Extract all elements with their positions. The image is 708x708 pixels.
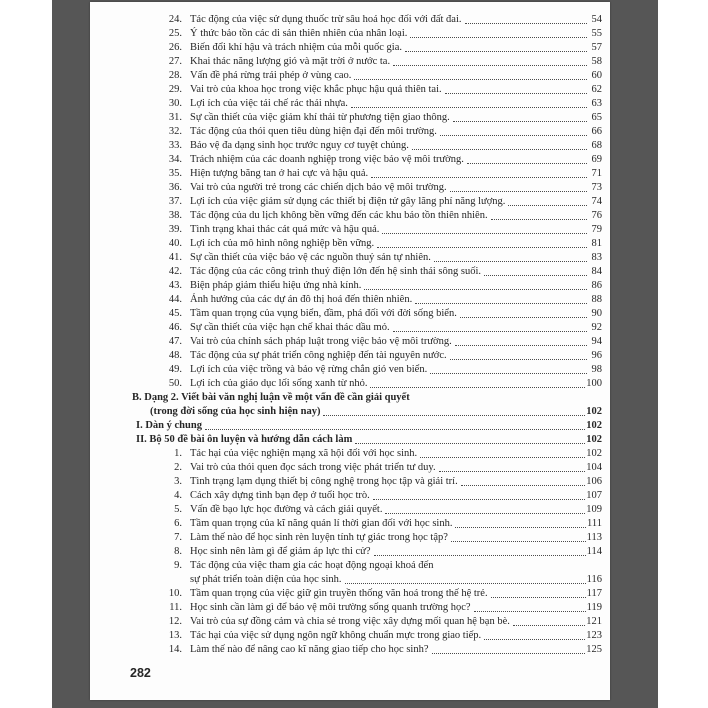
toc-item-number: 7. [174,532,182,543]
dot-leader [373,499,585,500]
toc-row-continuation [90,572,602,586]
toc-row [90,334,602,348]
toc-item-title: Bảo vệ đa dạng sinh học trước nguy cơ tuyệt chủng. [190,140,409,151]
dot-leader [455,345,587,346]
toc-item-title: Ảnh hưởng của các dự án đô thị hoá đến thiên nhiên. [190,294,413,305]
toc-row [90,138,602,152]
dot-leader [345,583,586,584]
toc-item-number: 13. [168,630,182,641]
dot-leader [405,51,587,52]
dot-leader [450,359,587,360]
dot-leader [453,121,587,122]
toc-row [90,446,602,460]
dot-leader [451,541,586,542]
toc-item-title: Làm thế nào để nâng cao kĩ năng giao tiếp cho học sinh? [190,644,429,655]
dot-leader [430,373,587,374]
dot-leader [461,485,586,486]
dot-leader [382,233,587,234]
toc-item-title-line2: sự phát triển toàn diện của học sinh. [190,574,342,585]
dot-leader [467,163,587,164]
dot-leader [354,79,587,80]
dot-leader [439,471,586,472]
toc-row [90,208,602,222]
toc-page-number: 102 [586,406,602,417]
toc-item-number: 26. [168,42,182,53]
toc-item-title: Khai thác năng lượng gió và mặt trời ở nước ta. [190,56,391,67]
toc-item-title: Biến đổi khí hậu và trách nhiệm của mỗi quốc gia. [190,42,402,53]
toc-page-number: 100 [586,378,602,389]
toc-item-title: Tác động của việc tham gia các hoạt động ngoại khoá đến [190,560,434,571]
dot-leader [355,443,585,444]
toc-row-part-b-heading-cont [90,404,602,418]
toc-item-title: Làm thế nào để học sinh rèn luyện tính tự giác trong học tập? [190,532,448,543]
dot-leader [432,653,586,654]
toc-page-number: 86 [591,280,602,291]
dot-leader [434,261,587,262]
toc-row [90,152,602,166]
toc-item-number: 11. [169,602,182,613]
toc-item-title: Tình trạng khai thác cát quá mức và hậu quả. [190,224,380,235]
toc-item-title: Sự cần thiết của việc giảm khí thải từ phương tiện giao thông. [190,112,450,123]
toc-row [90,82,602,96]
dot-leader [445,93,587,94]
dot-leader [513,625,585,626]
toc-row [90,110,602,124]
toc-item-title: Lợi ích của việc giảm sử dụng các thiết bị điện tử gây lãng phí năng lượng. [190,196,506,207]
toc-item-number: 8. [174,546,182,557]
toc-item-number: 25. [168,28,182,39]
dot-leader [420,457,585,458]
toc-item-number: 49. [168,364,182,375]
toc-item-number: 2. [174,462,182,473]
toc-item-title: Ý thức bảo tồn các di sản thiên nhiên của nhân loại. [190,28,408,39]
toc-item-number: 50. [168,378,182,389]
toc-item-number: 43. [168,280,182,291]
toc-row [90,488,602,502]
toc-page-number: 121 [586,616,602,627]
toc-page-number: 63 [591,98,602,109]
toc-item-number: 27. [168,56,182,67]
toc-item-title: Hiện tượng băng tan ở hai cực và hậu quả. [190,168,369,179]
toc-row [90,194,602,208]
part-b-heading-line2: (trong đời sống của học sinh hiện nay) [150,406,321,417]
toc-item-number: 29. [168,84,182,95]
part-b-heading-line1: B. Dạng 2. Viết bài văn nghị luận về một vấn đề cần giải quyết [132,392,410,403]
toc-item-title: Tác động của sự phát triển công nghiệp đến tài nguyên nước. [190,350,447,361]
dot-leader [484,275,587,276]
toc-item-number: 48. [168,350,182,361]
dot-leader [371,177,587,178]
toc-item-number: 1. [174,448,182,459]
toc-item-title: Vai trò của thói quen đọc sách trong việc phát triển tư duy. [190,462,436,473]
toc-page-number: 123 [586,630,602,641]
toc-page-number: 111 [587,518,602,529]
book-page [90,2,610,700]
toc-row [90,516,602,530]
toc-row [90,460,602,474]
dot-leader [491,219,587,220]
toc-item-title: Tác động của du lịch không bền vững đến các khu bảo tồn thiên nhiên. [190,210,488,221]
toc-page-number: 57 [591,42,602,53]
dot-leader [385,513,585,514]
toc-row [90,264,602,278]
toc-page-number: 113 [586,532,602,543]
dot-leader [323,415,585,416]
toc-item-number: 31. [168,112,182,123]
toc-item-number: 33. [168,140,182,151]
toc-item-number: 9. [174,560,182,571]
toc-item-number: 40. [168,238,182,249]
toc-item-title: Tác hại của việc nghiện mạng xã hội đối với học sinh. [190,448,418,459]
toc-item-title: Vai trò của khoa học trong việc khắc phục hậu quả thiên tai. [190,84,442,95]
toc-item-number: 12. [168,616,182,627]
toc-row [90,180,602,194]
dot-leader [393,65,587,66]
toc-item-number: 38. [168,210,182,221]
toc-row-part-b-heading [90,390,602,404]
toc-row [90,628,602,642]
toc-row [90,600,602,614]
dot-leader [393,331,587,332]
toc-item-title: Tầm quan trọng của kĩ năng quản lí thời gian đối với học sinh. [190,518,453,529]
toc-page-number: 119 [586,602,602,613]
toc-page-number: 125 [586,644,602,655]
toc-item-title: Học sinh cần làm gì để bảo vệ môi trường sống quanh trường học? [190,602,471,613]
toc-page-number: 98 [591,364,602,375]
dot-leader [484,639,585,640]
toc-page-number: 109 [586,504,602,515]
toc-row [90,124,602,138]
dot-leader [370,387,585,388]
toc-item-title: Vai trò của chính sách pháp luật trong việc bảo vệ môi trường. [190,336,452,347]
toc-item-number: 24. [168,14,182,25]
toc-row-section-ii [90,432,602,446]
dot-leader [364,289,587,290]
dot-leader [450,191,587,192]
dot-leader [351,107,587,108]
dot-leader [508,205,587,206]
dot-leader [465,23,588,24]
toc-page-number: 73 [591,182,602,193]
toc-page-number: 102 [586,434,602,445]
toc-page-number: 79 [591,224,602,235]
dot-leader [440,135,587,136]
toc-page-number: 102 [586,448,602,459]
toc-page-number: 90 [591,308,602,319]
toc-item-title: Lợi ích của giáo dục lối sống xanh từ nhỏ. [190,378,368,389]
toc-item-title: Vai trò của người trẻ trong các chiến dịch bảo vệ môi trường. [190,182,447,193]
toc-page-number: 104 [586,462,602,473]
toc-page-number: 71 [591,168,602,179]
dot-leader [415,303,587,304]
book-photo-background [52,0,658,708]
toc-item-number: 45. [168,308,182,319]
toc-page-number: 74 [591,196,602,207]
toc-row [90,558,602,572]
toc-page-number: 81 [591,238,602,249]
toc-item-number: 47. [168,336,182,347]
toc-item-title: Lợi ích của việc trồng và bảo vệ rừng chắn gió ven biển. [190,364,428,375]
toc-row [90,348,602,362]
toc-item-title: Cách xây dựng tình bạn đẹp ở tuổi học trò. [190,490,370,501]
toc-page-number: 62 [591,84,602,95]
toc-item-number: 3. [174,476,182,487]
toc-item-title: Lợi ích của mô hình nông nghiệp bền vững. [190,238,375,249]
toc-row [90,54,602,68]
dot-leader [410,37,587,38]
toc-page-number: 106 [586,476,602,487]
toc-item-number: 6. [174,518,182,529]
toc-page-number: 76 [591,210,602,221]
toc-page-number: 94 [591,336,602,347]
toc-row [90,642,602,656]
toc-page-number: 114 [586,546,602,557]
toc-row [90,250,602,264]
folio-page-number: 282 [130,666,151,680]
toc-row [90,320,602,334]
toc-row [90,614,602,628]
toc-page-number: 54 [591,14,602,25]
toc-item-title: Tình trạng lạm dụng thiết bị công nghệ trong học tập và giải trí. [190,476,458,487]
toc-page-number: 116 [586,574,602,585]
toc-row [90,166,602,180]
toc-row [90,222,602,236]
toc-item-title: Vai trò của sự đồng cảm và chia sẻ trong việc xây dựng mối quan hệ bạn bè. [190,616,510,627]
toc-row [90,530,602,544]
part-a-item-list [90,12,602,390]
toc-row [90,376,602,390]
toc-item-title: Vấn đề bạo lực học đường và cách giải quyết. [190,504,383,515]
toc-page-number: 68 [591,140,602,151]
dot-leader [374,555,586,556]
dot-leader [377,247,587,248]
toc-page-number: 66 [591,126,602,137]
toc-page-number: 55 [591,28,602,39]
toc-item-title: Tầm quan trọng của việc giữ gìn truyền thống văn hoá trong thế hệ trẻ. [190,588,488,599]
toc-page-number: 88 [591,294,602,305]
toc-item-number: 34. [168,154,182,165]
toc-item-title: Sự cần thiết của việc bảo vệ các nguồn thuỷ sản tự nhiên. [190,252,431,263]
toc-item-number: 5. [174,504,182,515]
toc-row [90,68,602,82]
toc-row [90,278,602,292]
toc-page-number: 84 [591,266,602,277]
toc-page-number: 92 [591,322,602,333]
toc-item-title: Lợi ích của việc tái chế rác thải nhựa. [190,98,348,109]
toc-item-title: Tác hại của việc sử dụng ngôn ngữ không chuẩn mực trong giao tiếp. [190,630,482,641]
toc-row [90,236,602,250]
dot-leader [491,597,586,598]
toc-page-number: 60 [591,70,602,81]
toc-row [90,306,602,320]
toc-item-number: 4. [174,490,182,501]
toc-item-title: Học sinh nên làm gì để giảm áp lực thi cử? [190,546,371,557]
toc-item-number: 46. [168,322,182,333]
toc-row [90,544,602,558]
toc-item-title: Biện pháp giảm thiểu hiệu ứng nhà kính. [190,280,362,291]
toc-row [90,586,602,600]
toc-item-title: Tác động của việc sử dụng thuốc trừ sâu hoá học đối với đất đai. [190,14,462,25]
toc-row [90,26,602,40]
dot-leader [460,317,587,318]
toc-item-number: 39. [168,224,182,235]
dot-leader [474,611,586,612]
toc-page-number: 102 [586,420,602,431]
toc-item-number: 37. [168,196,182,207]
toc-item-number: 30. [168,98,182,109]
toc-page-number: 107 [586,490,602,501]
toc-item-number: 14. [168,644,182,655]
toc-page-number: 58 [591,56,602,67]
toc-item-title: Sự cần thiết của việc hạn chế khai thác dầu mỏ. [190,322,390,333]
toc-item-number: 32. [168,126,182,137]
toc-row [90,40,602,54]
toc-item-title: Trách nhiệm của các doanh nghiệp trong việc bảo vệ môi trường. [190,154,464,165]
toc-page-number: 117 [586,588,602,599]
toc-row [90,96,602,110]
toc-item-title: Vấn đề phá rừng trái phép ở vùng cao. [190,70,352,81]
table-of-contents [90,2,610,656]
toc-page-number: 69 [591,154,602,165]
toc-item-title: Tác động của thói quen tiêu dùng hiện đại đến môi trường. [190,126,437,137]
toc-page-number: 83 [591,252,602,263]
toc-page-number: 96 [591,350,602,361]
section-i-label: I. Dàn ý chung [136,420,202,431]
toc-item-title: Tác động của các công trình thuỷ điện lớn đến hệ sinh thái sông suối. [190,266,482,277]
toc-row [90,12,602,26]
dot-leader [205,429,585,430]
toc-row-section-i [90,418,602,432]
dot-leader [455,527,586,528]
toc-row [90,474,602,488]
toc-item-number: 36. [168,182,182,193]
toc-item-number: 41. [168,252,182,263]
toc-item-number: 44. [168,294,182,305]
toc-row [90,362,602,376]
section-ii-label: II. Bộ 50 đề bài ôn luyện và hướng dẫn cách làm [136,434,353,445]
toc-item-title: Tầm quan trọng của vụng biển, đầm, phá đối với đời sống biển. [190,308,457,319]
toc-item-number: 28. [168,70,182,81]
toc-item-number: 10. [168,588,182,599]
toc-row [90,502,602,516]
toc-row [90,292,602,306]
toc-item-number: 42. [168,266,182,277]
dot-leader [412,149,587,150]
toc-page-number: 65 [591,112,602,123]
part-b-item-list [90,446,602,656]
toc-item-number: 35. [168,168,182,179]
